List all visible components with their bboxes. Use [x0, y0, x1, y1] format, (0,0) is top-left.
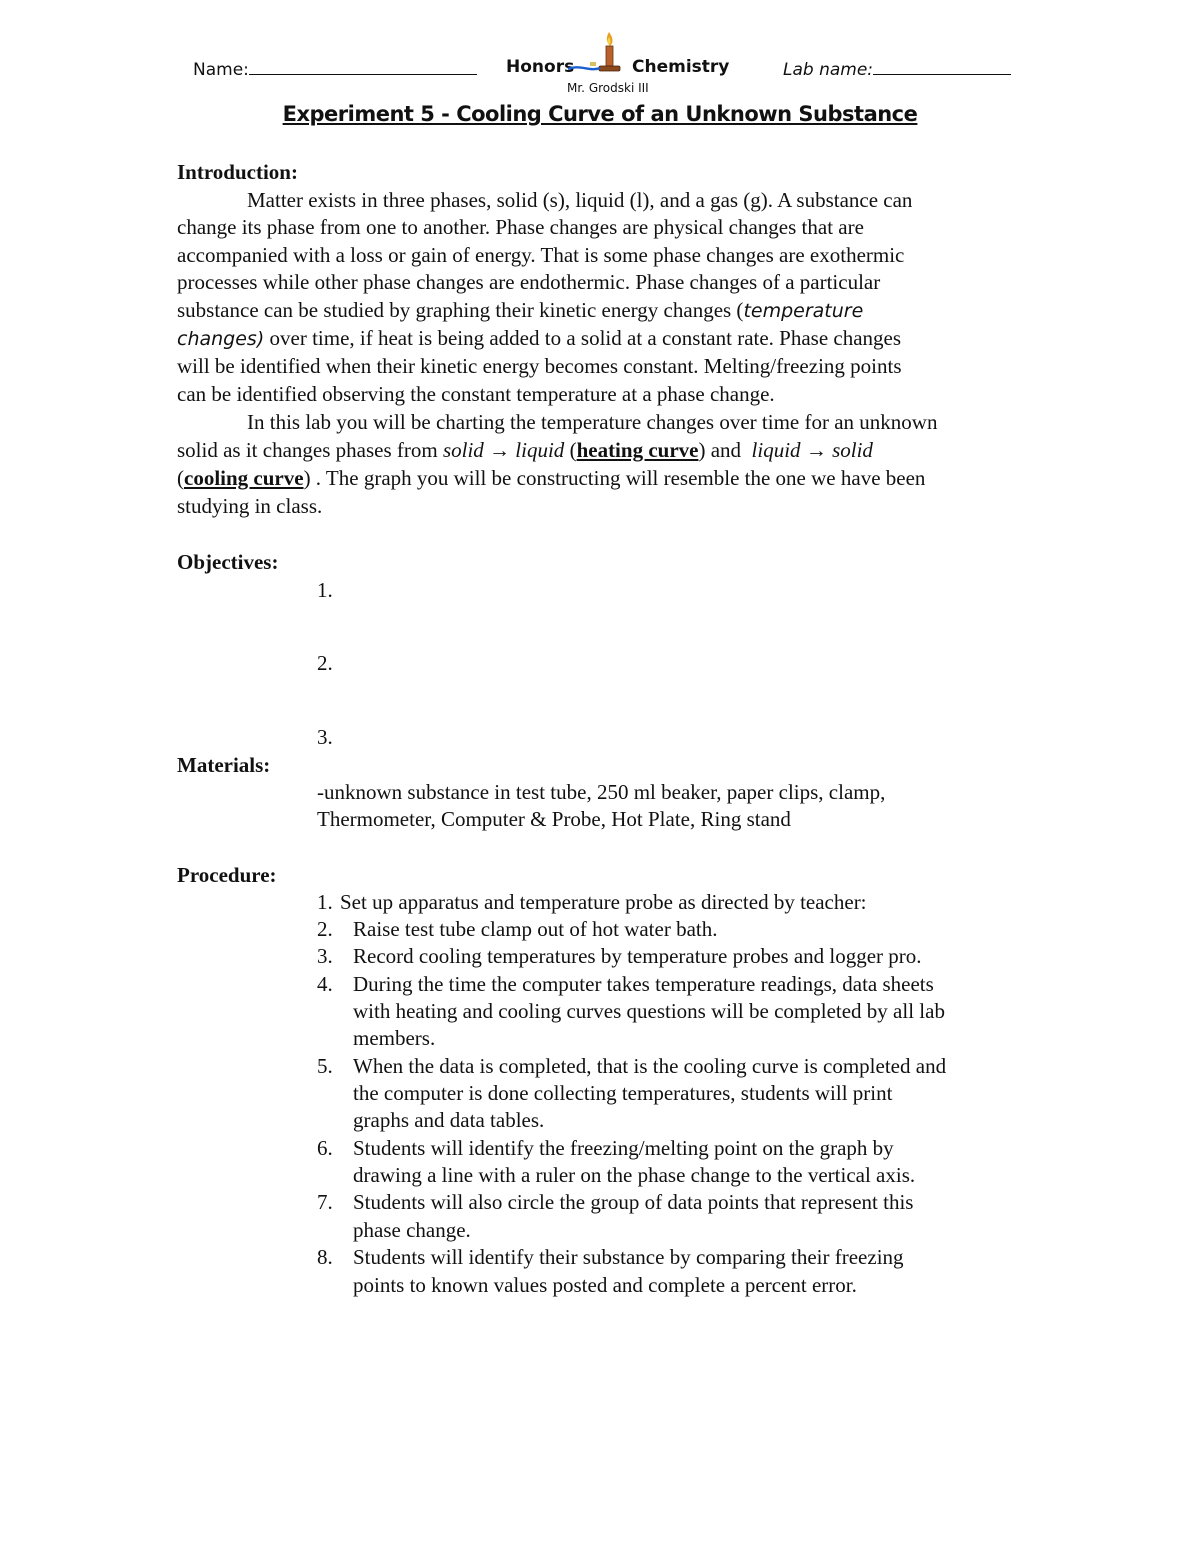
- step-number: 8.: [317, 1245, 333, 1269]
- objective-number: 3.: [317, 725, 333, 749]
- teacher-name: Mr. Grodski III: [567, 81, 649, 95]
- intro-text: over time, if heat is being added to a solid at a constant rate. Phase changes: [264, 326, 902, 350]
- objectives-heading: Objectives:: [177, 550, 279, 574]
- course-left: Honors: [506, 57, 575, 77]
- step-text: When the data is completed, that is the cooling curve is completed and: [353, 1054, 947, 1078]
- arrow-icon: →: [805, 438, 827, 462]
- intro-text: ) . The graph you will be constructing will resemble the one we have been: [303, 466, 926, 490]
- lab-name-blank[interactable]: [873, 57, 1011, 75]
- step-text: members.: [353, 1026, 436, 1050]
- intro-line: change its phase from one to another. Phase changes are physical changes that are: [177, 215, 864, 239]
- intro-italic-term: changes): [177, 328, 265, 350]
- step-number: 3.: [317, 944, 333, 968]
- intro-line: [177, 298, 863, 323]
- intro-line: In this lab you will be charting the temperature changes over time for an unknown: [247, 410, 938, 434]
- cooling-curve-term: cooling curve: [184, 466, 304, 490]
- step-text: with heating and cooling curves questions will be completed by all lab: [353, 999, 945, 1023]
- page-title: Experiment 5 - Cooling Curve of an Unknown Substance: [282, 102, 918, 126]
- intro-line: [177, 326, 901, 351]
- heating-curve-term: heating curve: [576, 438, 699, 462]
- step-text: Students will identify the freezing/melting point on the graph by: [353, 1136, 894, 1160]
- phase-liquid: liquid: [751, 438, 801, 462]
- name-blank[interactable]: [249, 57, 477, 75]
- intro-text: solid as it changes phases from: [177, 438, 443, 462]
- step-text: points to known values posted and complete a percent error.: [353, 1273, 857, 1297]
- name-label: Name:: [193, 60, 249, 80]
- intro-line: accompanied with a loss or gain of energy. That is some phase changes are exothermic: [177, 243, 905, 267]
- step-text: Record cooling temperatures by temperature probes and logger pro.: [353, 944, 922, 968]
- intro-line: processes while other phase changes are endothermic. Phase changes of a particular: [177, 270, 881, 294]
- step-text: the computer is done collecting temperatures, students will print: [353, 1081, 893, 1105]
- step-number: 6.: [317, 1136, 333, 1160]
- intro-italic-term: temperature: [743, 300, 864, 322]
- procedure-heading: Procedure:: [177, 863, 277, 887]
- introduction-heading: Introduction:: [177, 160, 298, 184]
- step-text: graphs and data tables.: [353, 1108, 545, 1132]
- step-text: During the time the computer takes temperature readings, data sheets: [353, 972, 934, 996]
- lab-name-field[interactable]: [783, 57, 1011, 80]
- materials-line: Thermometer, Computer & Probe, Hot Plate, Ring stand: [317, 807, 791, 831]
- phase-solid: solid: [442, 438, 484, 462]
- objective-number: 2.: [317, 651, 333, 675]
- step-text: Students will identify their substance by comparing their freezing: [353, 1245, 904, 1269]
- step-text: Set up apparatus and temperature probe as directed by teacher:: [340, 890, 867, 914]
- step-text: Students will also circle the group of data points that represent this: [353, 1190, 914, 1214]
- bunsen-burner-logo: [566, 28, 632, 76]
- lab-name-label: Lab name:: [783, 60, 874, 80]
- step-number: 2.: [317, 917, 333, 941]
- intro-text: ) and: [698, 438, 747, 462]
- materials-heading: Materials:: [177, 753, 271, 777]
- intro-text: substance can be studied by graphing their kinetic energy changes (: [177, 298, 744, 322]
- step-number: 7.: [317, 1190, 333, 1214]
- intro-text: (: [564, 438, 577, 462]
- phase-solid: solid: [832, 438, 873, 462]
- intro-line: Matter exists in three phases, solid (s), liquid (l), and a gas (g). A substance can: [247, 188, 913, 212]
- course-right: Chemistry: [632, 57, 730, 77]
- intro-line: [177, 466, 925, 491]
- arrow-icon: →: [489, 438, 511, 462]
- intro-line: studying in class.: [177, 494, 323, 518]
- step-text: phase change.: [353, 1218, 471, 1242]
- step-number: 1.: [317, 890, 333, 914]
- intro-line: [177, 438, 873, 463]
- step-number: 4.: [317, 972, 333, 996]
- intro-line: will be identified when their kinetic energy becomes constant. Melting/freezing points: [177, 354, 902, 378]
- phase-liquid: liquid: [515, 438, 565, 462]
- step-number: 5.: [317, 1054, 333, 1078]
- intro-text: (: [177, 466, 184, 490]
- materials-line: -unknown substance in test tube, 250 ml beaker, paper clips, clamp,: [317, 780, 886, 804]
- name-field[interactable]: [193, 57, 477, 80]
- objective-number: 1.: [317, 578, 333, 602]
- step-text: Raise test tube clamp out of hot water bath.: [353, 917, 718, 941]
- step-text: drawing a line with a ruler on the phase change to the vertical axis.: [353, 1163, 916, 1187]
- intro-line: can be identified observing the constant temperature at a phase change.: [177, 382, 775, 406]
